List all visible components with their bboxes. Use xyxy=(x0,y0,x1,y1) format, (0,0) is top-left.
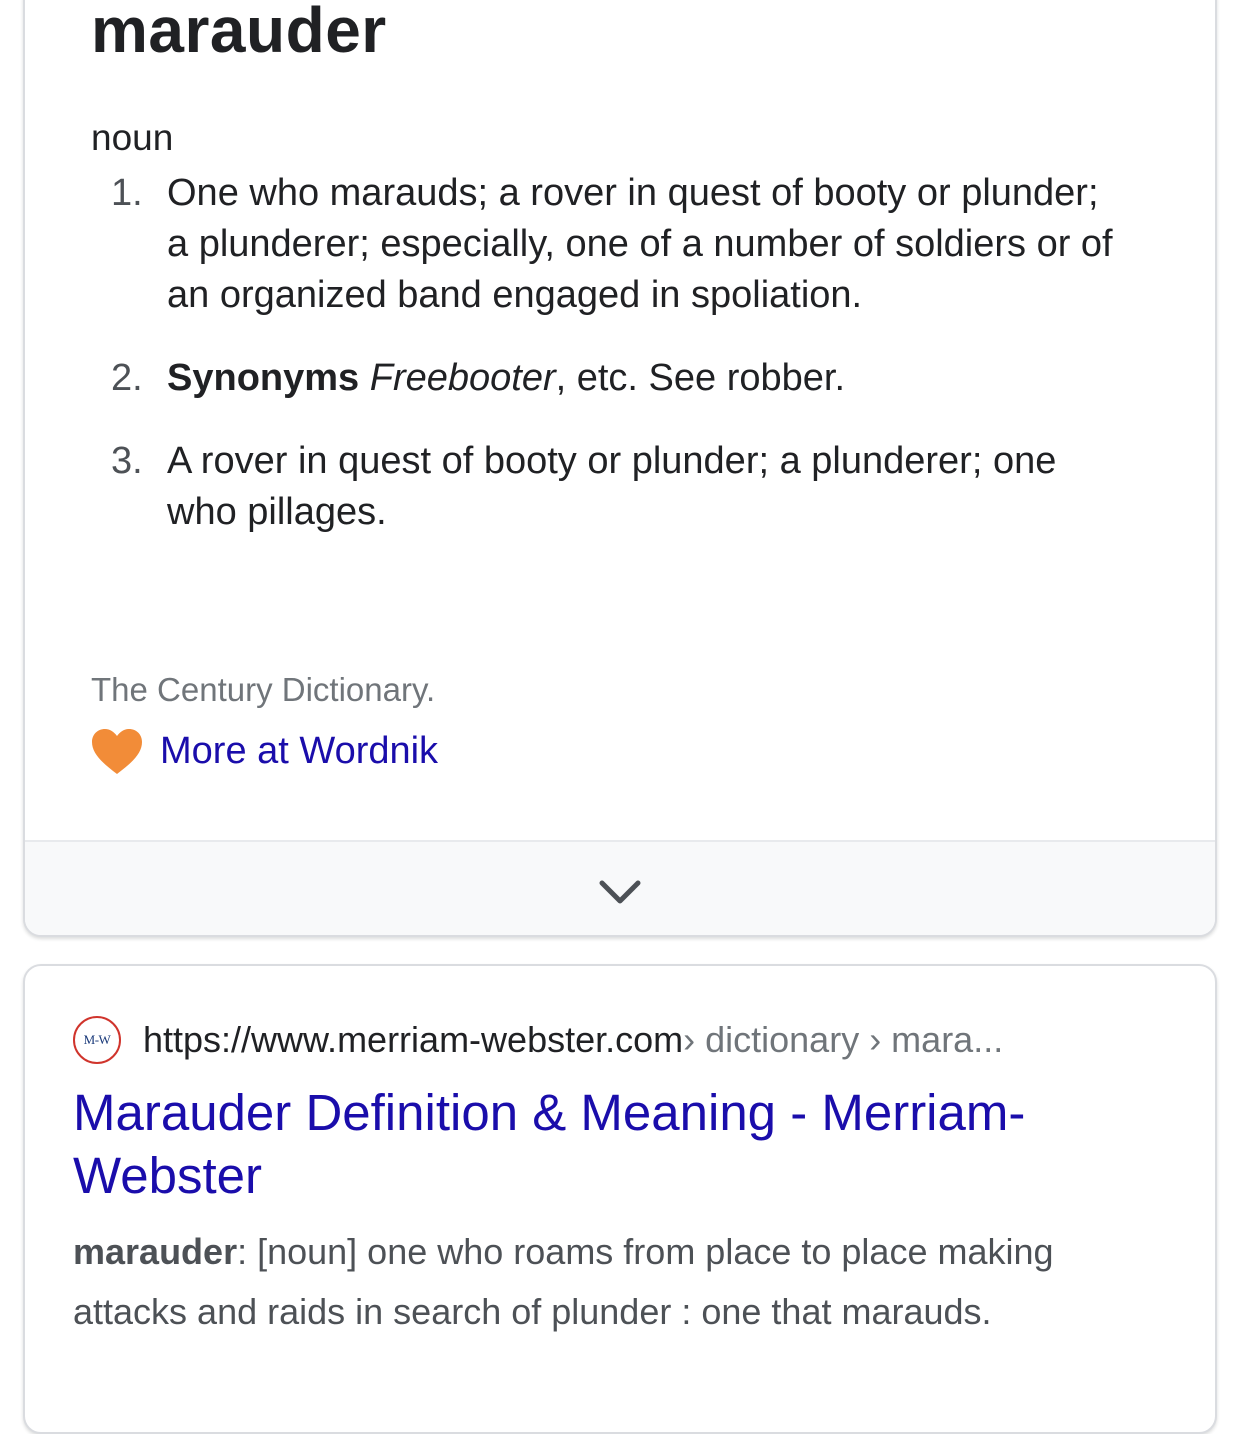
synonyms-label: Synonyms xyxy=(167,357,360,399)
definition-list xyxy=(111,168,1121,570)
definition-text: , etc. See robber. xyxy=(555,357,846,399)
expand-button[interactable] xyxy=(25,840,1215,937)
result-url-domain: https://www.merriam-webster.com xyxy=(143,1019,684,1060)
result-url-path: › dictionary › mara... xyxy=(683,1019,1004,1060)
headword: marauder xyxy=(91,0,387,66)
snippet-keyword: marauder xyxy=(73,1231,238,1272)
definition-card xyxy=(23,0,1217,937)
definition-number: 1. xyxy=(111,172,143,214)
definition-number: 3. xyxy=(111,440,143,482)
merriam-webster-favicon-icon: M-W xyxy=(73,1016,121,1064)
search-result-card xyxy=(23,964,1217,1434)
heart-icon xyxy=(91,728,143,776)
result-title-link[interactable]: Marauder Definition & Meaning - Merriam-Webster xyxy=(73,1084,1026,1204)
chevron-down-icon xyxy=(598,878,642,906)
synonym-term: Freebooter xyxy=(369,357,556,399)
definition-text: One who marauds; a rover in quest of booty or plunder; a plunderer; especially, one of a number of soldiers or of an organized band engaged in spoliation. xyxy=(167,172,1113,316)
definition-number: 2. xyxy=(111,357,143,399)
more-link-label: More at Wordnik xyxy=(160,730,439,773)
definition-item xyxy=(111,436,1121,538)
more-at-wordnik-link[interactable] xyxy=(91,728,438,776)
result-snippet xyxy=(73,1222,1143,1342)
result-url-row[interactable] xyxy=(73,1016,1003,1064)
definition-item xyxy=(111,168,1121,321)
snippet-text: : [noun] one who roams from place to place making attacks and raids in search of plunder : one that marauds. xyxy=(73,1231,1054,1332)
dictionary-source: The Century Dictionary. xyxy=(91,671,436,708)
definition-item xyxy=(111,353,1121,404)
part-of-speech: noun xyxy=(91,117,174,158)
definition-text: A rover in quest of booty or plunder; a plunderer; one who pillages. xyxy=(167,440,1057,533)
